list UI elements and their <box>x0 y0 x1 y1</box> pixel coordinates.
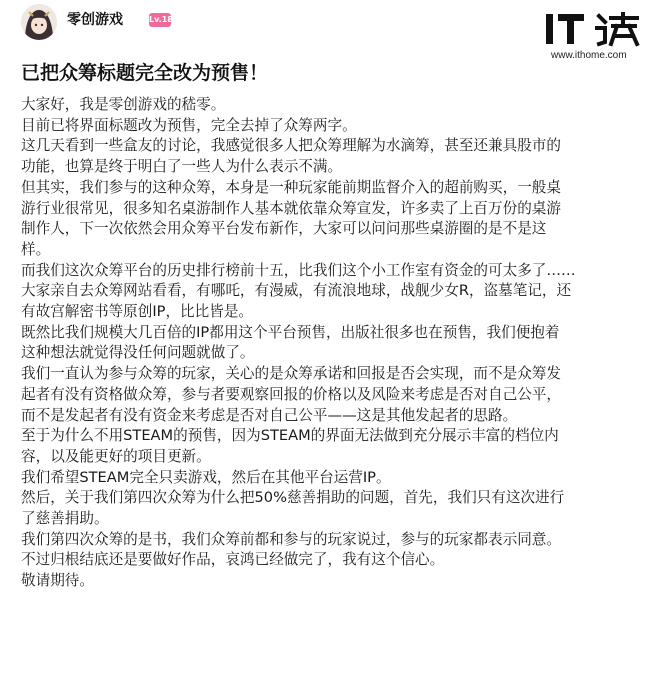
body-line: 大家好，我是零创游戏的嵇零。 <box>21 96 226 113</box>
body-line: 然后，关于我们第四次众筹为什么把50%慈善捐助的问题，首先，我们只有这次进行 <box>21 489 565 507</box>
post-title: 已把众筹标题完全改为预售！ <box>21 62 269 84</box>
body-line: 而我们这次众筹平台的历史排行榜前十五，比我们这个小工作室有资金的可太多了…… <box>21 261 576 279</box>
body-line: 功能，也算是终于明白了一些人为什么表示不满。 <box>21 158 343 176</box>
body-line: 容，以及能更好的项目更新。 <box>21 447 211 465</box>
body-line: 敬请期待。 <box>21 572 94 590</box>
body-line: 而不是发起者有没有资金来考虑是否对自己公平——这是其他发起者的思路。 <box>21 406 518 424</box>
body-line: 游行业很常见，很多知名桌游制作人基本就依靠众筹宣发，许多卖了上百万份的桌游 <box>21 199 561 217</box>
body-line: 有故宫解密书等原创IP，比比皆是。 <box>21 303 254 321</box>
body-line: 大家亲自去众筹网站看看，有哪吒，有漫威，有流浪地球，战舰少女R，盗墓笔记，还 <box>21 282 572 300</box>
body-line: 我们希望STEAM完全只卖游戏，然后在其他平台运营IP。 <box>21 468 391 486</box>
body-line: 不过归根结底还是要做好作品，哀鸿已经做完了，我有这个信心。 <box>21 551 445 569</box>
body-line: 我们一直认为参与众筹的玩家，关心的是众筹承诺和回报是否会实现，而不是众筹发 <box>21 365 561 383</box>
body-line: 制作人，下一次依然会用众筹平台发布新作，大家可以问问那些桌游圈的是不是这 <box>21 220 547 238</box>
level-badge: Lv.18 <box>149 13 171 27</box>
body-line: 样。 <box>21 240 51 258</box>
body-line: 这几天看到一些盒友的讨论，我感觉很多人把众筹理解为水滴筹，甚至还兼具股市的 <box>21 137 561 155</box>
username[interactable]: 零创游戏 <box>67 12 123 28</box>
body-line: 既然比我们规模大几百倍的IP都用这个平台预售，出版社很多也在预售，我们便抱着 <box>21 323 560 341</box>
body-line: 我们第四次众筹的是书，我们众筹前都和参与的玩家说过，参与的玩家都表示同意。 <box>21 530 561 548</box>
watermark-url: www.ithome.com <box>551 50 627 61</box>
body-line: 至于为什么不用STEAM的预售，因为STEAM的界面无法做到充分展示丰富的档位内 <box>21 427 559 445</box>
body-line: 起者有没有资格做众筹，参与者要观察回报的价格以及风险来考虑是否对自己公平， <box>21 385 561 403</box>
post-body <box>21 95 631 592</box>
body-line: 这种想法就觉得没任何问题就做了。 <box>21 344 255 362</box>
avatar[interactable] <box>21 4 57 40</box>
body-line: 但其实，我们参与的这种众筹，本身是一种玩家能前期监督介入的超前购买，一般桌 <box>21 178 561 196</box>
body-line: 了慈善捐助。 <box>21 510 109 528</box>
body-line: 目前已将界面标题改为预售，完全去掉了众筹两字。 <box>21 116 357 134</box>
